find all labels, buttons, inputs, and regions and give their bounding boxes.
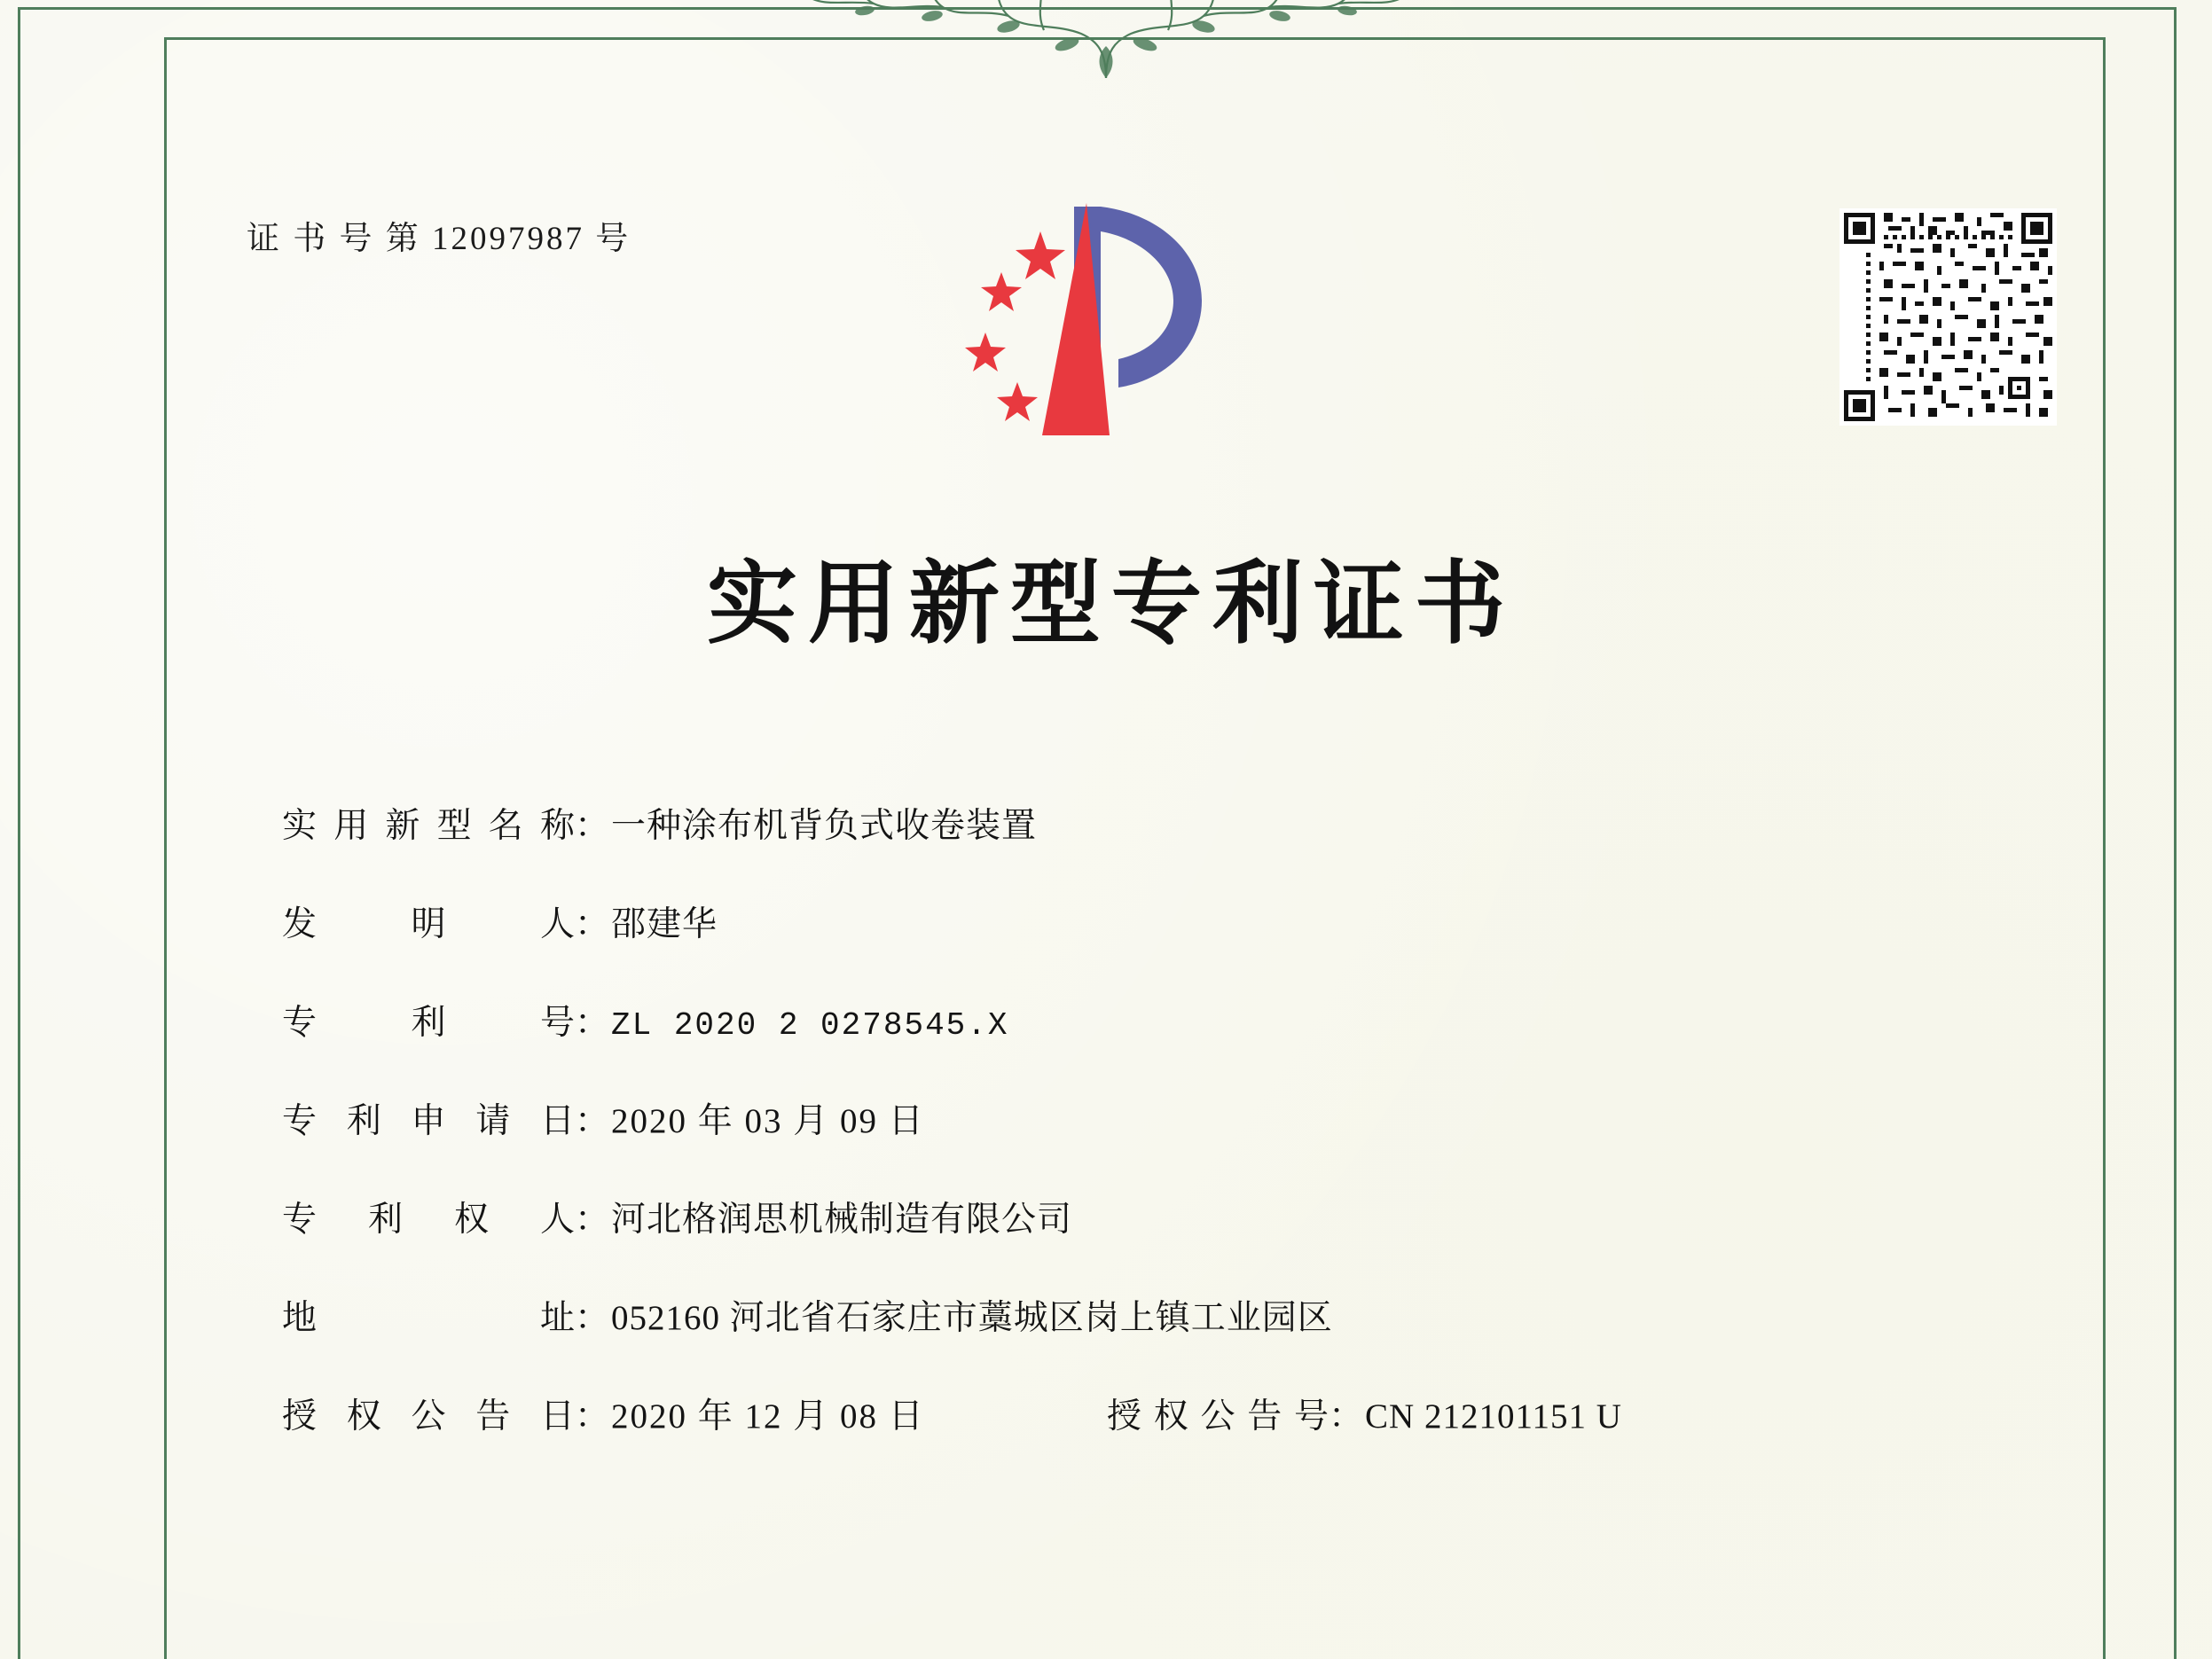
field-label: 专 利 号 [282, 1004, 575, 1042]
cnipa-emblem-icon [936, 191, 1246, 448]
field-value-grant-announcement-date: 2020 年 12 月 08 日 [611, 1397, 925, 1436]
field-label: 专利申请日 [282, 1102, 575, 1140]
field-label: 授权公告日 [282, 1397, 575, 1436]
field-application-date [282, 1093, 2052, 1143]
field-colon: ： [575, 1102, 610, 1140]
field-label: 地 址 [282, 1299, 575, 1337]
field-value-patentee: 河北格润思机械制造有限公司 [611, 1201, 1073, 1239]
page-title: 实用新型专利证书 [707, 551, 1516, 657]
certificate-fields [282, 798, 2052, 1487]
field-colon: ： [575, 1201, 610, 1239]
qr-code-icon [1839, 208, 2057, 426]
field-inventor [282, 896, 2052, 946]
field-label: 授权公告号 [1107, 1397, 1329, 1436]
field-colon: ： [575, 807, 610, 845]
field-label: 发 明 人 [282, 905, 575, 943]
field-grant-announcement-row [282, 1389, 2052, 1438]
field-value-application-date: 2020 年 03 月 09 日 [611, 1102, 925, 1140]
field-value-utility-model-name: 一种涂布机背负式收卷装置 [611, 807, 1038, 845]
field-label: 专 利 权 人 [282, 1201, 575, 1239]
certificate-number: 证 书 号 第 12097987 号 [247, 221, 631, 257]
field-colon: ： [575, 1004, 610, 1042]
field-grant-announcement-number [1107, 1389, 1622, 1438]
field-patent-number [282, 995, 2052, 1045]
field-colon: ： [575, 905, 610, 943]
field-colon: ： [575, 1299, 610, 1337]
field-address [282, 1290, 2052, 1340]
field-patentee [282, 1192, 2052, 1241]
field-value-address: 052160 河北省石家庄市藁城区岗上镇工业园区 [611, 1299, 1333, 1337]
field-value-grant-announcement-number: CN 212101151 U [1365, 1397, 1622, 1436]
field-grant-announcement-date [282, 1389, 1107, 1438]
field-value-inventor: 邵建华 [611, 905, 718, 943]
field-label: 实用新型名称 [282, 807, 575, 845]
field-colon: ： [575, 1397, 610, 1436]
field-value-patent-number: ZL 2020 2 0278545.X [611, 1007, 1009, 1044]
field-utility-model-name [282, 798, 2052, 848]
field-colon: ： [1329, 1397, 1364, 1436]
